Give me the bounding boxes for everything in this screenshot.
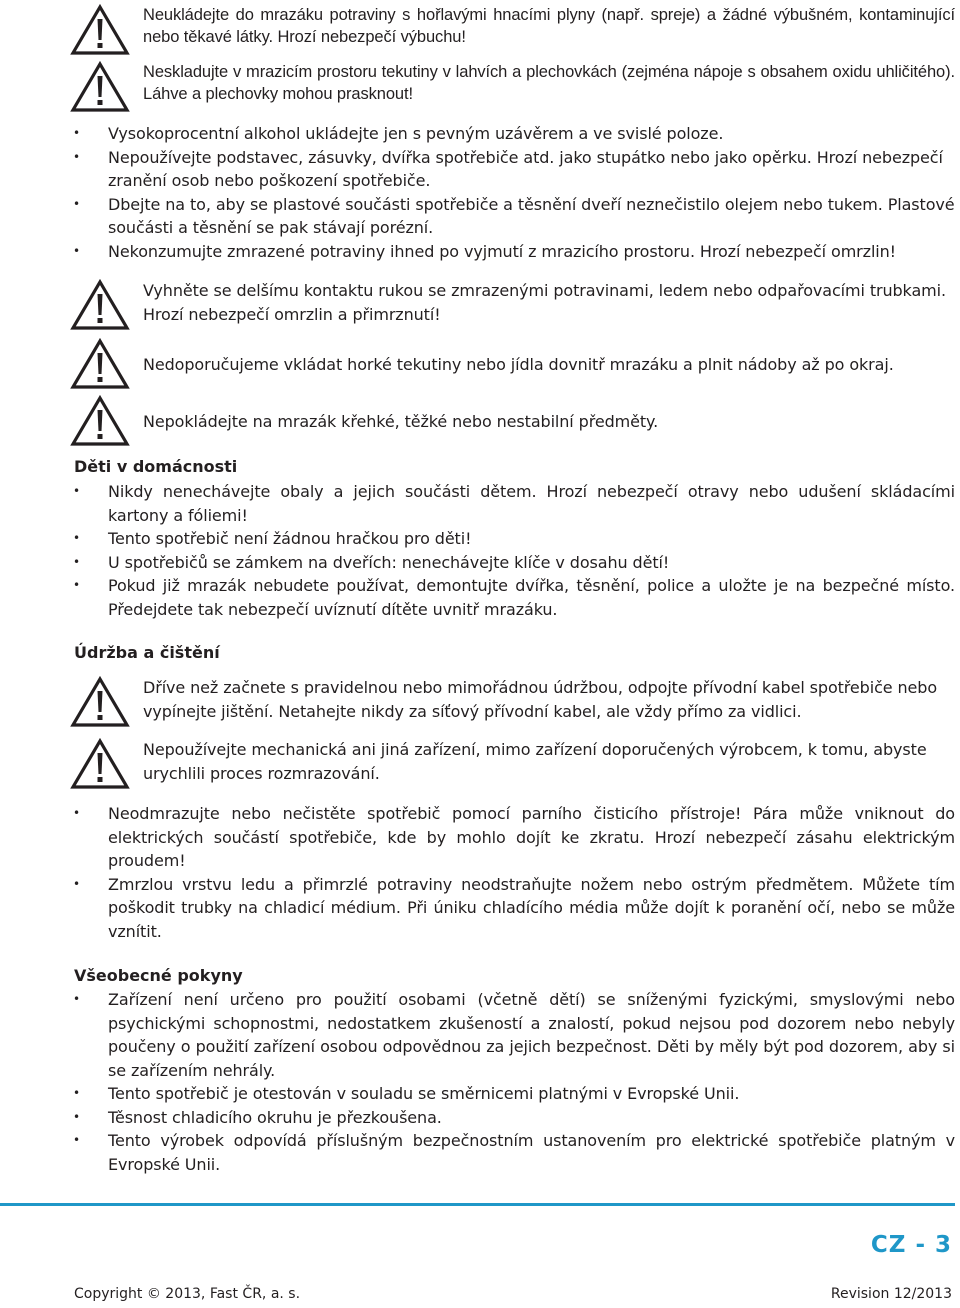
warning-text: Vyhněte se delšímu kontaktu rukou se zmrazenými potravinami, ledem nebo odpařovacími trubkami. Hrozí nebezpečí omrzlin a přimrznutí!	[143, 281, 946, 324]
warning-text: Nedoporučujeme vkládat horké tekutiny nebo jídla dovnitř mrazáku a plnit nádoby až po okraj.	[143, 355, 894, 374]
warning-triangle-icon	[70, 338, 130, 390]
warning-triangle-icon	[70, 4, 130, 56]
bullet-list-general	[70, 988, 955, 1176]
warning-block	[70, 676, 955, 723]
bullet-list-children	[70, 480, 955, 621]
list-item: • Tento spotřebič není žádnou hračkou pro děti!	[70, 527, 955, 551]
list-item: • Zařízení není určeno pro použití osobami (včetně dětí) se sníženými fyzickými, smyslovými nebo psychickými schopnostmi, nedostatkem zkušeností a znalostí, pokud nejsou pod dozorem nebo nebyly poučeny o použití zařízení osobou odpovědnou za jejich bezpečnost. Děti by měly být pod dozorem, aby si se zařízením nehrály.	[70, 988, 955, 1082]
list-item: • Neodmrazujte nebo nečistěte spotřebič pomocí parního čisticího přístroje! Pára může vniknout do elektrických součástí spotřebiče, kde by mohlo dojít ke zkratu. Hrozí nebezpečí zásahu elektrickým proudem!	[70, 802, 955, 873]
list-item: • Tento spotřebič je otestován v souladu se směrnicemi platnými v Evropské Unii.	[70, 1082, 955, 1106]
copyright: Copyright © 2013, Fast ČR, a. s.	[74, 1286, 301, 1302]
warning-text: Dříve než začnete s pravidelnou nebo mimořádnou údržbou, odpojte přívodní kabel spotřebiče nebo vypínejte jištění. Netahejte nikdy za síťový přívodní kabel, ale vždy přímo za vidlici.	[143, 678, 938, 721]
warning-block	[70, 738, 955, 785]
warning-block	[70, 395, 955, 434]
bullet-list	[70, 122, 955, 263]
list-item: • Pokud již mrazák nebudete používat, demontujte dvířka, těsnění, police a uložte je na bezpečné místo. Předejdete tak nebezpečí uvíznutí dítěte uvnitř mrazáku.	[70, 574, 955, 621]
footer-rule	[0, 1203, 955, 1206]
warning-text: Nepokládejte na mrazák křehké, těžké nebo nestabilní předměty.	[143, 412, 659, 431]
list-item: • Nekonzumujte zmrazené potraviny ihned po vyjmutí z mrazicího prostoru. Hrozí nebezpečí omrzlin!	[70, 240, 955, 264]
list-item: • Tento výrobek odpovídá příslušným bezpečnostním ustanovením pro elektrické spotřebiče platným v Evropské Unii.	[70, 1129, 955, 1176]
bullet-list-maintenance	[70, 802, 955, 943]
warning-block	[70, 61, 955, 105]
warning-text: Neskladujte v mrazicím prostoru tekutiny v lahvích a plechovkách (zejména nápoje s obsahem oxidu uhličitého). Láhve a plechovky mohou prasknout!	[143, 63, 955, 103]
warning-triangle-icon	[70, 676, 130, 728]
list-item: • Nikdy nenechávejte obaly a jejich součásti dětem. Hrozí nebezpečí otravy nebo udušení skládacími kartony a fóliemi!	[70, 480, 955, 527]
list-item: • U spotřebičů se zámkem na dveřích: nenechávejte klíče v dosahu dětí!	[70, 551, 955, 575]
warning-triangle-icon	[70, 61, 130, 113]
warning-block	[70, 279, 955, 326]
warning-block	[70, 4, 955, 48]
page-number: CZ - 3	[870, 1232, 952, 1258]
section-heading-maintenance: Údržba a čištění	[74, 643, 220, 662]
warning-text: Nepoužívejte mechanická ani jiná zařízení, mimo zařízení doporučených výrobcem, k tomu, abyste urychlili proces rozmrazování.	[143, 740, 927, 783]
section-heading-general: Všeobecné pokyny	[74, 966, 243, 985]
list-item: • Nepoužívejte podstavec, zásuvky, dvířka spotřebiče atd. jako stupátko nebo jako opěrku. Hrozí nebezpečí zranění osob nebo poškození spotřebiče.	[70, 146, 955, 193]
revision: Revision 12/2013	[830, 1286, 952, 1302]
list-item: • Zmrzlou vrstvu ledu a přimrzlé potraviny neodstraňujte nožem nebo ostrým předmětem. Můžete tím poškodit trubky na chladicí médium. Při úniku chladícího média může dojít k poranění očí, nebo se může vznítit.	[70, 873, 955, 944]
list-item: • Vysokoprocentní alkohol ukládejte jen s pevným uzávěrem a ve svislé poloze.	[70, 122, 955, 146]
list-item: • Dbejte na to, aby se plastové součásti spotřebiče a těsnění dveří neznečistilo olejem nebo tukem. Plastové součásti a těsnění se pak stávají porézní.	[70, 193, 955, 240]
warning-triangle-icon	[70, 395, 130, 447]
warning-triangle-icon	[70, 279, 130, 331]
warning-block	[70, 338, 955, 377]
section-heading-children: Děti v domácnosti	[74, 457, 238, 476]
warning-text: Neukládejte do mrazáku potraviny s hořlavými hnacími plyny (např. spreje) a žádné výbušném, kontaminující nebo těkavé látky. Hrozí nebezpečí výbuchu!	[143, 6, 955, 46]
warning-triangle-icon	[70, 738, 130, 790]
list-item: • Těsnost chladicího okruhu je přezkoušena.	[70, 1106, 955, 1130]
